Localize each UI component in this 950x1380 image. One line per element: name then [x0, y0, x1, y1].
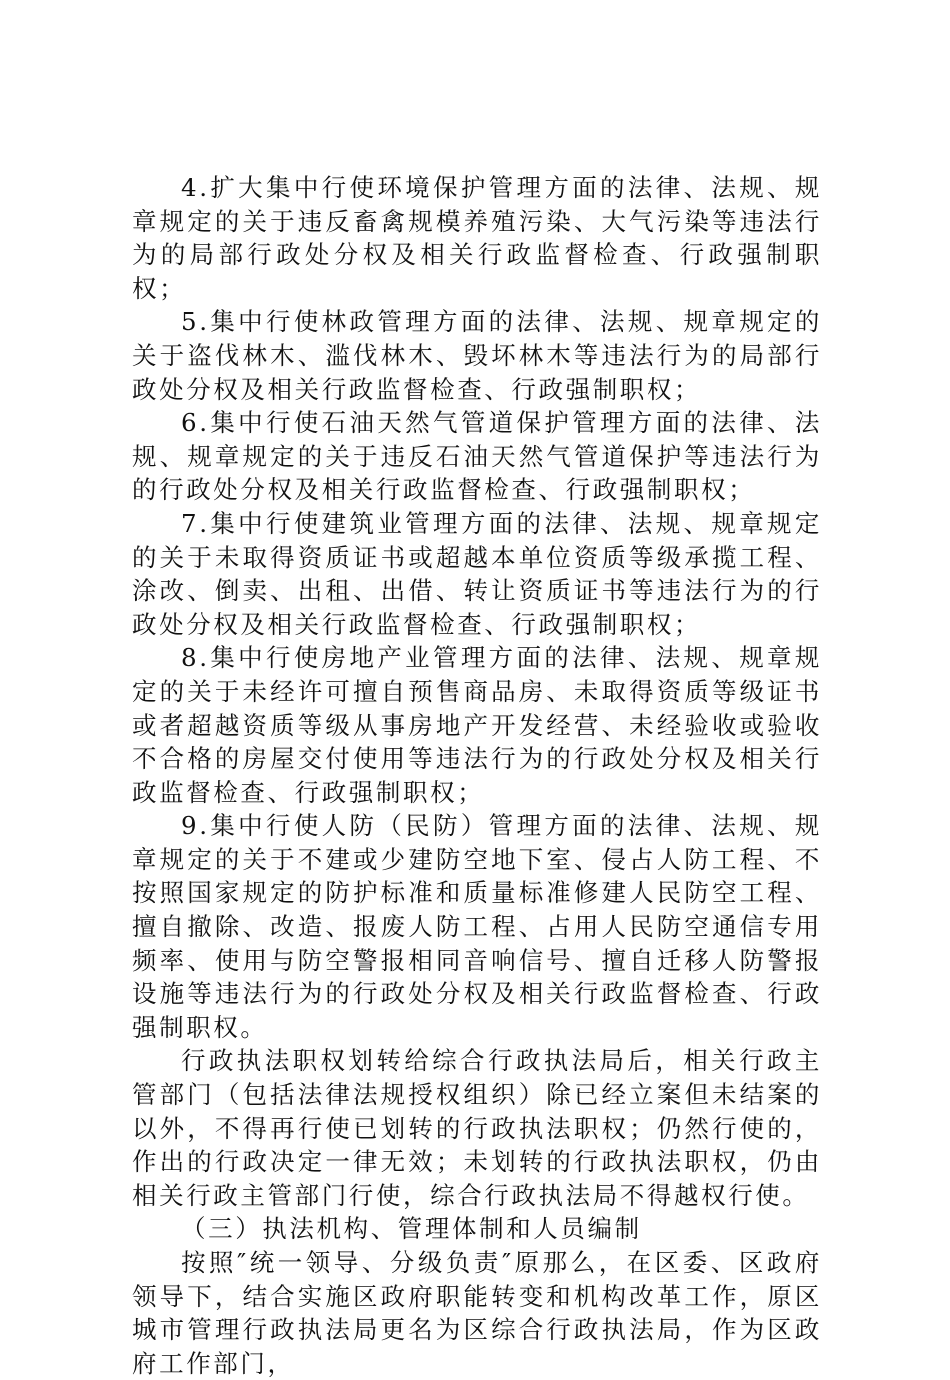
paragraph-item-7: 7.集中行使建筑业管理方面的法律、法规、规章规定的关于未取得资质证书或超越本单位资质等级承揽工程、涂改、倒卖、出租、出借、转让资质证书等违法行为的行政处分权及相关行政监督检查、行政强制职权；: [132, 508, 822, 639]
paragraph-item-9: 9.集中行使人防（民防）管理方面的法律、法规、规章规定的关于不建或少建防空地下室、侵占人防工程、不按照国家规定的防护标准和质量标准修建人民防空工程、擅自撤除、改造、报废人防工程、占用人民防空通信专用频率、使用与防空警报相同音响信号、擅自迁移人防警报设施等违法行为的行政处分权及相关行政监督检查、行政强制职权。: [132, 811, 822, 1042]
paragraph-item-5: 5.集中行使林政管理方面的法律、法规、规章规定的关于盗伐林木、滥伐林木、毁坏林木等违法行为的局部行政处分权及相关行政监督检查、行政强制职权；: [132, 307, 822, 404]
paragraph-transfer-rules: 行政执法职权划转给综合行政执法局后，相关行政主管部门（包括法律法规授权组织）除已经立案但未结案的以外，不得再行使已划转的行政执法职权；仍然行使的，作出的行政决定一律无效；未划转的行政执法职权，仍由相关行政主管部门行使，综合行政执法局不得越权行使。: [132, 1046, 822, 1210]
paragraph-organization: 按照″统一领导、分级负责″原那么，在区委、区政府领导下，结合实施区政府职能转变和机构改革工作，原区城市管理行政执法局更名为区综合行政执法局，作为区政府工作部门，: [132, 1248, 822, 1378]
paragraph-item-8: 8.集中行使房地产业管理方面的法律、法规、规章规定的关于未经许可擅自预售商品房、未取得资质等级证书或者超越资质等级从事房地产开发经营、未经验收或验收不合格的房屋交付使用等违法行为的行政处分权及相关行政监督检查、行政强制职权；: [132, 643, 822, 807]
section-heading: （三）执法机构、管理体制和人员编制: [181, 1214, 642, 1244]
paragraph-item-6: 6.集中行使石油天然气管道保护管理方面的法律、法规、规章规定的关于违反石油天然气管道保护等违法行为的行政处分权及相关行政监督检查、行政强制职权；: [132, 408, 822, 505]
document-body: [132, 171, 822, 1380]
paragraph-item-4: 4.扩大集中行使环境保护管理方面的法律、法规、规章规定的关于违反畜禽规模养殖污染、大气污染等违法行为的局部行政处分权及相关行政监督检查、行政强制职权；: [132, 173, 822, 303]
